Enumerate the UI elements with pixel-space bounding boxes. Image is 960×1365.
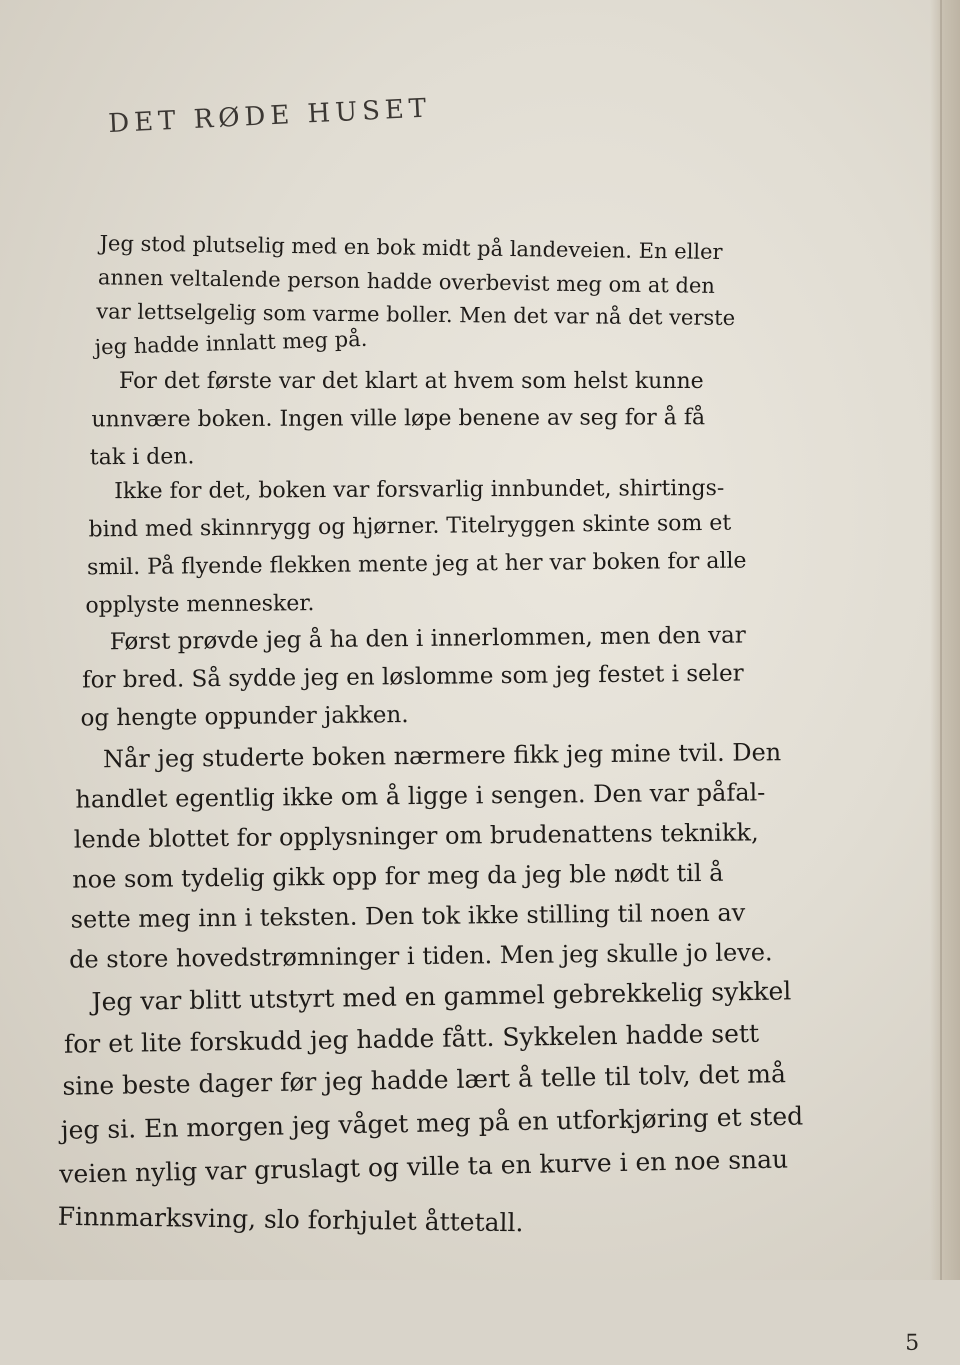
text-line: for bred. Så sydde jeg en løslomme som jeg festet i seler bbox=[82, 660, 744, 694]
text-line: Jeg stod plutselig med en bok midt på landeveien. En eller bbox=[99, 231, 723, 264]
text-line: lende blottet for opplysninger om brudenattens teknikk, bbox=[73, 818, 759, 854]
text-line: for et lite forskudd jeg hadde fått. Sykkelen hadde sett bbox=[63, 1018, 760, 1059]
text-line: bind med skinnrygg og hjørner. Titelryggen skinte som et bbox=[88, 510, 732, 543]
chapter-heading: DET RØDE HUSET bbox=[107, 93, 432, 140]
text-line: og hengte oppunder jakken. bbox=[80, 702, 409, 732]
text-line: Først prøvde jeg å ha den i innerlommen, men den var bbox=[109, 622, 746, 656]
page-edge bbox=[930, 0, 960, 1280]
text-line: Jeg var blitt utstyrt med en gammel gebrekkelig sykkel bbox=[91, 976, 792, 1017]
text-line: unnvære boken. Ingen ville løpe benene av seg for å få bbox=[91, 405, 706, 433]
text-line: Ikke for det, boken var forsvarlig innbundet, shirtings- bbox=[114, 475, 725, 505]
page-number: 5 bbox=[905, 1330, 920, 1356]
text-line: var lettselgelig som varme boller. Men det var nå det verste bbox=[96, 299, 736, 331]
book-page bbox=[30, 81, 920, 1356]
text-line: noe som tydelig gikk opp for meg da jeg ble nødt til å bbox=[72, 858, 724, 894]
text-line: annen veltalende person hadde overbevist meg om at den bbox=[97, 265, 716, 298]
text-line: jeg hadde innlatt meg på. bbox=[94, 326, 368, 360]
text-line: de store hovedstrømninger i tiden. Men jeg skulle jo leve. bbox=[68, 938, 773, 974]
text-line: sine beste dager før jeg hadde lært å telle til tolv, det må bbox=[62, 1059, 787, 1101]
text-line: opplyste mennesker. bbox=[85, 591, 315, 619]
text-line: jeg si. En morgen jeg våget meg på en utforkjøring et sted bbox=[60, 1101, 804, 1145]
text-line: Finnmarksving, slo forhjulet åttetall. bbox=[57, 1201, 524, 1238]
text-line: For det første var det klart at hvem som helst kunne bbox=[119, 369, 704, 395]
text-line: tak i den. bbox=[89, 444, 195, 471]
text-line: smil. På flyende flekken mente jeg at her var boken for alle bbox=[86, 548, 747, 581]
text-line: sette meg inn i teksten. Den tok ikke stilling til noen av bbox=[70, 898, 746, 934]
text-line: veien nylig var gruslagt og ville ta en kurve i en noe snau bbox=[59, 1144, 789, 1189]
text-line: Når jeg studerte boken nærmere fikk jeg mine tvil. Den bbox=[102, 738, 782, 774]
text-line: handlet egentlig ikke om å ligge i sengen. Den var påfal- bbox=[75, 778, 766, 814]
